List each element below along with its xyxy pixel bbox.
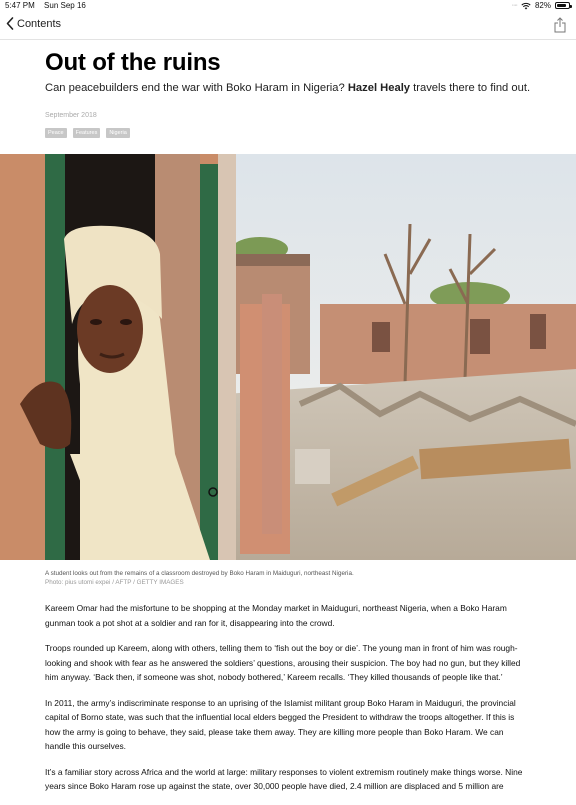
battery-percent: 82% <box>534 1 551 10</box>
navigation-bar <box>0 12 576 40</box>
hero-photo-illustration <box>0 154 576 560</box>
status-bar <box>0 0 576 12</box>
article-paragraph: Kareem Omar had the misfortune to be shopping at the Monday market in Maiduguri, northeast Nigeria, when a Boko Haram gunman took a pot shot at a soldier and ran for it, disappearing into the crowd. <box>45 603 507 628</box>
tag-peace[interactable]: Peace <box>45 128 67 138</box>
share-button[interactable] <box>554 17 566 38</box>
status-date: Sun Sep 16 <box>44 1 86 10</box>
status-time: 5:47 PM <box>5 1 35 10</box>
tag-nigeria[interactable]: Nigeria <box>106 128 129 138</box>
article-standfirst <box>45 82 545 94</box>
author-name[interactable]: Hazel Healy <box>347 82 411 94</box>
standfirst-suffix: travels there to find out. <box>410 82 531 94</box>
article-title: Out of the ruins <box>45 49 221 76</box>
battery-fill <box>557 4 566 7</box>
chevron-left-icon <box>6 17 14 30</box>
status-right <box>512 1 570 10</box>
tag-features[interactable]: Features <box>73 128 101 138</box>
wifi-icon <box>521 2 531 10</box>
article-paragraph: In 2011, the army’s indiscriminate response to an uprising of the Islamist militant group Boko Haram in Maiduguri, the provincial capital of Borno state, was such that the influential local elders begged the President to withdraw the troops altogether. If this is how the army is going to behave, they said, please take them away. They are killing more people than Boko Haram. We can handle this ourselves. <box>45 697 516 751</box>
cellular-dots-icon: ···· <box>511 2 517 9</box>
standfirst-prefix: Can peacebuilders end the war with Boko Haram in Nigeria? <box>45 82 348 94</box>
back-label: Contents <box>17 17 62 30</box>
article-body <box>45 601 531 805</box>
status-left <box>5 1 93 10</box>
article-paragraph: Troops rounded up Kareem, along with others, telling them to ‘fish out the boy or die’. The young man in front of him was rough-looking and shook with fear as he answered the soldiers’ questions, arousing their suspicion. The boy had no gun, but they killed him anyway. ‘Back then, if someone was shot, nobody bothered,’ Kareem recalls. ‘They killed thousands of people like that.’ <box>45 643 521 682</box>
article-date: September 2018 <box>45 112 97 119</box>
article-hero-photo <box>0 154 576 560</box>
image-credit: Photo: pius utomi expei / AFTP / GETTY IMAGES <box>45 579 184 586</box>
back-to-contents-button[interactable] <box>6 17 61 30</box>
battery-icon <box>555 2 570 9</box>
image-caption: A student looks out from the remains of a classroom destroyed by Boko Haram in Maiduguri, northeast Nigeria. <box>45 570 354 577</box>
tag-list <box>45 128 130 138</box>
share-icon <box>554 17 566 33</box>
article-paragraph: It’s a familiar story across Africa and the world at large: military responses to violent extremism routinely make things worse. Nine years since Boko Haram rose up against the state, over 30,000 people have died, 2.4 million are displaced and 5 million are <box>45 766 523 791</box>
